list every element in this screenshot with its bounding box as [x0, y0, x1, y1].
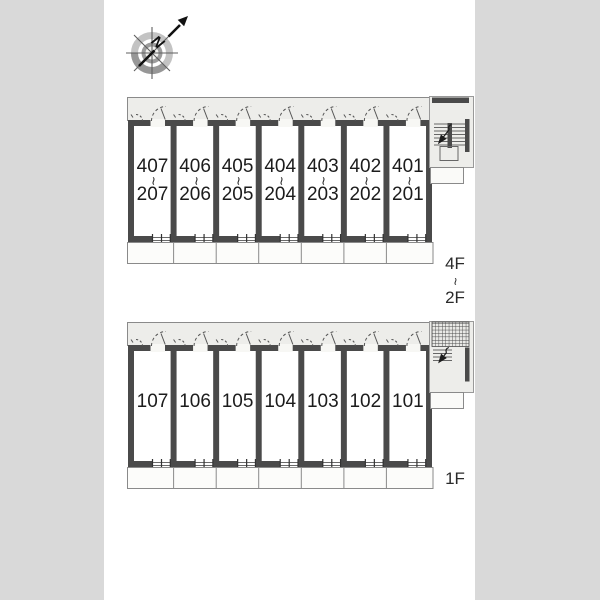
room-label-105: 105 [221, 390, 254, 412]
stairs-hatch [432, 322, 469, 347]
room-label-406-206: 406 ~ 206 [179, 156, 211, 205]
floor-range-label: 4F ~ 2F [445, 254, 465, 307]
room-label-403-203: 403 ~ 203 [306, 156, 339, 205]
range-tilde: ~ [144, 176, 162, 186]
room-label-107: 107 [136, 390, 169, 412]
compass-rose [126, 16, 188, 79]
room-label-104: 104 [264, 390, 297, 412]
room-label-101: 101 [392, 390, 424, 412]
room-label-402-202: 402 ~ 202 [349, 156, 382, 205]
room-label-401-201: 401 ~ 201 [392, 156, 424, 205]
range-tilde: ~ [357, 176, 375, 186]
range-tilde: ~ [187, 176, 205, 186]
range-tilde: ~ [447, 277, 464, 286]
range-tilde: ~ [314, 176, 332, 186]
room-label-407-207: 407 ~ 207 [136, 156, 169, 205]
range-tilde: ~ [399, 176, 417, 186]
north-label: N [147, 32, 167, 53]
floor-1-label: 1F [445, 469, 465, 488]
range-tilde: ~ [272, 176, 290, 186]
room-label-102: 102 [349, 390, 382, 412]
staircase-lower [430, 322, 474, 409]
room-label-405-205: 405 ~ 205 [221, 156, 254, 205]
range-tilde: ~ [229, 176, 247, 186]
room-label-103: 103 [306, 390, 339, 412]
room-label-404-204: 404 ~ 204 [264, 156, 297, 205]
staircase-upper [430, 97, 474, 184]
room-label-106: 106 [179, 390, 211, 412]
